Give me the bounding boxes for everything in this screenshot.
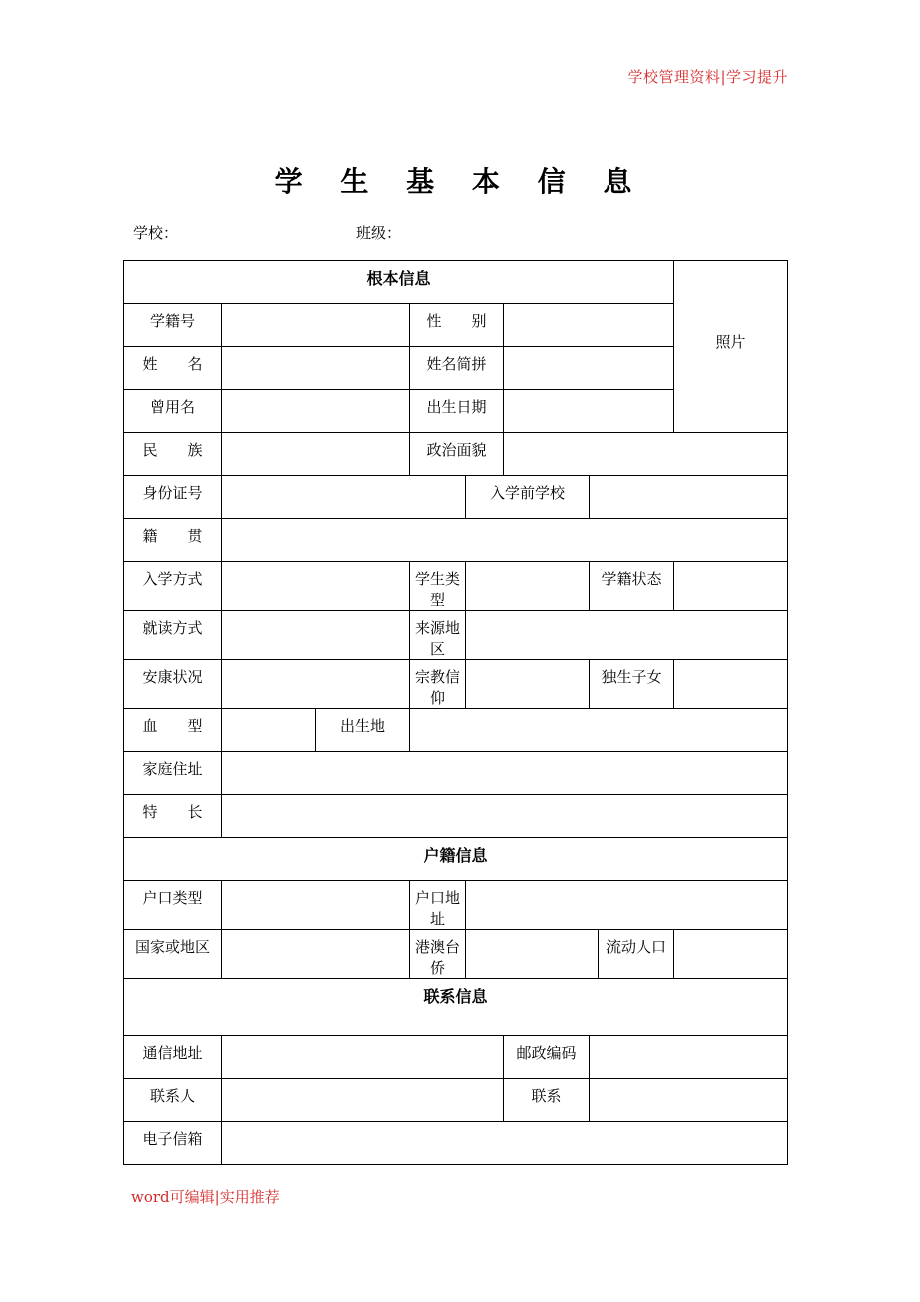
label-gender: 性 别: [410, 304, 504, 347]
label-student-id: 学籍号: [124, 304, 222, 347]
label-student-type: 学生类型: [410, 562, 466, 611]
field-country-region[interactable]: [222, 930, 410, 979]
section-household-info: 户籍信息: [124, 838, 788, 881]
label-home-address: 家庭住址: [124, 752, 222, 795]
field-birthplace[interactable]: [410, 709, 788, 752]
label-name: 姓 名: [124, 347, 222, 390]
label-origin-region: 来源地区: [410, 611, 466, 660]
field-floating-population[interactable]: [674, 930, 788, 979]
field-enrollment-method[interactable]: [222, 562, 410, 611]
field-ethnicity[interactable]: [222, 433, 410, 476]
field-student-id[interactable]: [222, 304, 410, 347]
label-postal-code: 邮政编码: [504, 1036, 590, 1079]
student-info-form: [123, 260, 788, 1165]
field-mailing-address[interactable]: [222, 1036, 504, 1079]
field-name[interactable]: [222, 347, 410, 390]
label-former-name: 曾用名: [124, 390, 222, 433]
field-hukou-type[interactable]: [222, 881, 410, 930]
label-enrollment-method: 入学方式: [124, 562, 222, 611]
label-contact-person: 联系人: [124, 1079, 222, 1122]
label-hukou-type: 户口类型: [124, 881, 222, 930]
label-previous-school: 入学前学校: [466, 476, 590, 519]
field-student-type[interactable]: [466, 562, 590, 611]
field-religion[interactable]: [466, 660, 590, 709]
field-health[interactable]: [222, 660, 410, 709]
field-only-child[interactable]: [674, 660, 788, 709]
label-enrollment-status: 学籍状态: [590, 562, 674, 611]
field-native-place[interactable]: [222, 519, 788, 562]
label-ethnicity: 民 族: [124, 433, 222, 476]
field-specialty[interactable]: [222, 795, 788, 838]
field-birth-date[interactable]: [504, 390, 674, 433]
label-religion: 宗教信仰: [410, 660, 466, 709]
field-former-name[interactable]: [222, 390, 410, 433]
field-origin-region[interactable]: [466, 611, 788, 660]
label-contact: 联系: [504, 1079, 590, 1122]
label-political-status: 政治面貌: [410, 433, 504, 476]
field-home-address[interactable]: [222, 752, 788, 795]
photo-box[interactable]: 照片: [674, 261, 788, 433]
label-mailing-address: 通信地址: [124, 1036, 222, 1079]
field-contact-person[interactable]: [222, 1079, 504, 1122]
label-country-region: 国家或地区: [124, 930, 222, 979]
page-title: 学 生 基 本 信 息: [274, 165, 646, 198]
field-study-mode[interactable]: [222, 611, 410, 660]
header-note: 学校管理资料|学习提升: [627, 68, 788, 86]
section-contact-info: 联系信息: [124, 979, 788, 1036]
footer-note: word可编辑|实用推荐: [131, 1188, 280, 1206]
field-hk-macao-tw[interactable]: [466, 930, 599, 979]
label-native-place: 籍 贯: [124, 519, 222, 562]
class-label: 班级：: [356, 224, 402, 242]
label-birth-date: 出生日期: [410, 390, 504, 433]
label-specialty: 特 长: [124, 795, 222, 838]
label-study-mode: 就读方式: [124, 611, 222, 660]
field-blood-type[interactable]: [222, 709, 316, 752]
field-previous-school[interactable]: [590, 476, 788, 519]
label-health: 安康状况: [124, 660, 222, 709]
section-basic-info: 根本信息: [124, 261, 674, 304]
label-birthplace: 出生地: [316, 709, 410, 752]
field-gender[interactable]: [504, 304, 674, 347]
field-name-pinyin[interactable]: [504, 347, 674, 390]
field-contact[interactable]: [590, 1079, 788, 1122]
field-email[interactable]: [222, 1122, 788, 1165]
field-id-number[interactable]: [222, 476, 466, 519]
label-only-child: 独生子女: [590, 660, 674, 709]
field-postal-code[interactable]: [590, 1036, 788, 1079]
label-name-pinyin: 姓名简拼: [410, 347, 504, 390]
school-label: 学校：: [133, 224, 179, 242]
label-hukou-address: 户口地址: [410, 881, 466, 930]
label-floating-population: 流动人口: [599, 930, 674, 979]
label-hk-macao-tw: 港澳台侨: [410, 930, 466, 979]
field-hukou-address[interactable]: [466, 881, 788, 930]
field-enrollment-status[interactable]: [674, 562, 788, 611]
label-id-number: 身份证号: [124, 476, 222, 519]
label-blood-type: 血 型: [124, 709, 222, 752]
field-political-status[interactable]: [504, 433, 788, 476]
label-email: 电子信箱: [124, 1122, 222, 1165]
